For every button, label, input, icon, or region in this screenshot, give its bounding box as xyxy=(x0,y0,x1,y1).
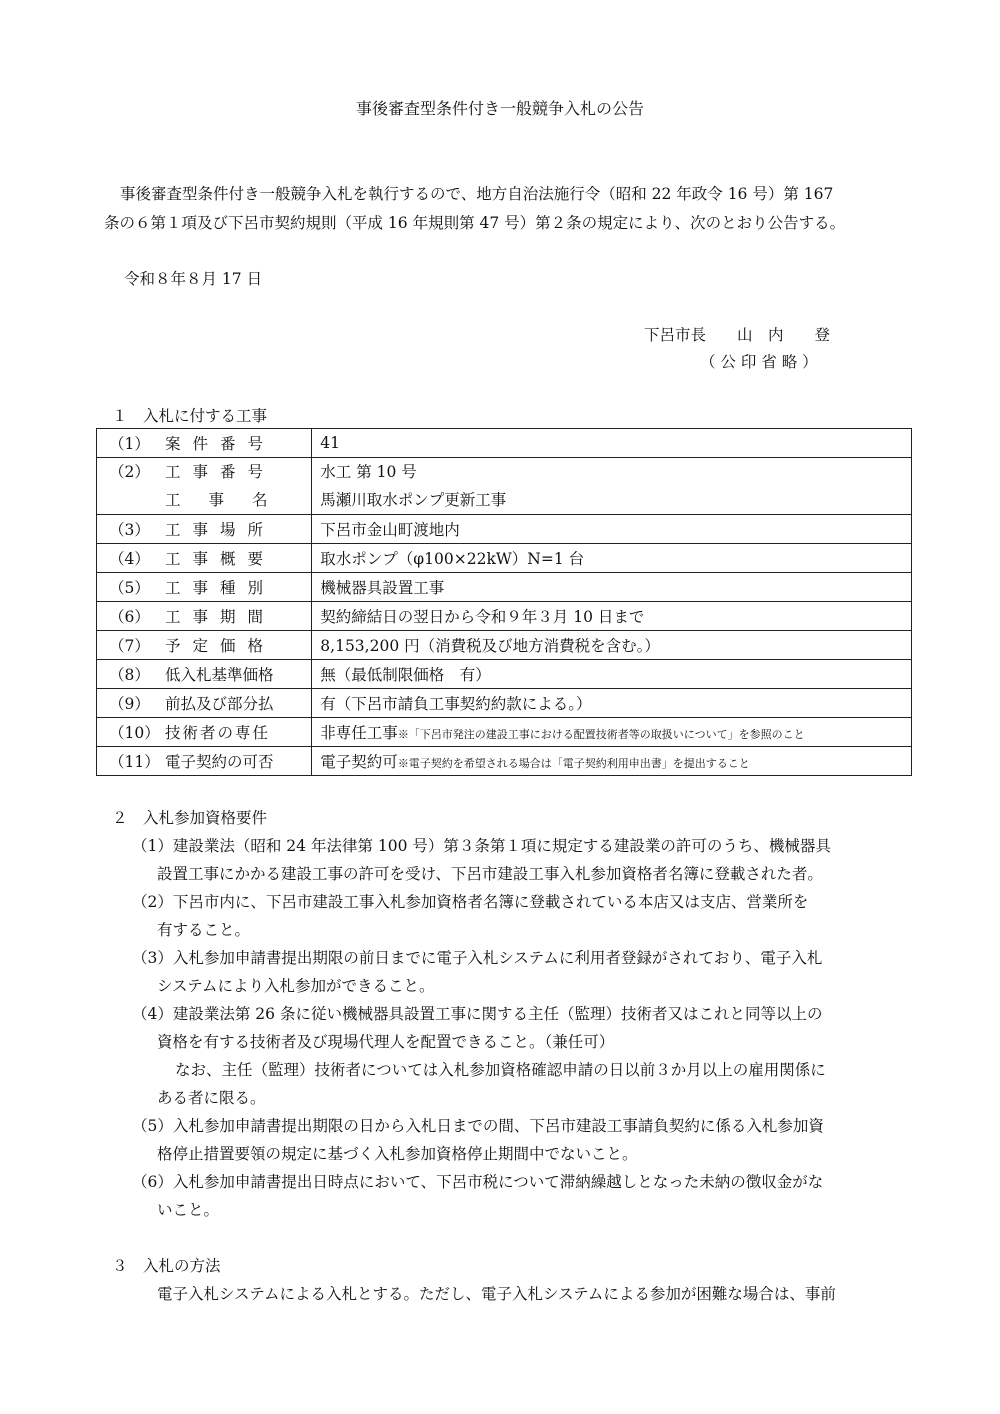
item-continuation: 格停止措置要領の規定に基づく入札参加資格停止期間中でないこと。 xyxy=(157,1145,638,1163)
item-continuation: 設置工事にかかる建設工事の許可を受け、下呂市建設工事入札参加資格者名簿に登載された者。 xyxy=(157,865,823,883)
row-number: （10） xyxy=(109,724,160,742)
row-note: ※「下呂市発注の建設工事における配置技術者等の取扱いについて」を参照のこと xyxy=(397,728,805,741)
seal-omitted: （ 公 印 省 略 ） xyxy=(700,353,818,371)
list-item xyxy=(132,1114,824,1136)
table-row xyxy=(97,602,912,631)
row-value: 41 xyxy=(312,429,912,458)
row-label-secondary: 工事名 xyxy=(165,491,296,509)
row-label: 技術者の専任 xyxy=(165,724,271,742)
item-number: （6） xyxy=(132,1173,173,1191)
item-text: 建設業法第 26 条に従い機械器具設置工事に関する主任（監理）技術者又はこれと同等以上の xyxy=(172,1005,823,1023)
row-number: （5） xyxy=(109,579,150,597)
row-value-secondary: 馬瀬川取水ポンプ更新工事 xyxy=(320,491,507,509)
item-number: （4） xyxy=(132,1005,173,1023)
row-value: 有（下呂市請負工事契約約款による。） xyxy=(312,689,912,718)
row-label: 工事種別 xyxy=(165,579,276,597)
item-text: 入札参加申請書提出期限の前日までに電子入札システムに利用者登録がされており、電子入札 xyxy=(172,949,823,967)
table-row xyxy=(97,660,912,689)
list-item xyxy=(132,1002,822,1024)
row-label: 電子契約の可否 xyxy=(165,753,274,771)
page-title: 事後審査型条件付き一般競争入札の公告 xyxy=(355,99,644,118)
list-item xyxy=(132,1170,823,1192)
row-number: （11） xyxy=(109,753,160,771)
row-value: 契約締結日の翌日から令和９年３月 10 日まで xyxy=(312,602,912,631)
row-value: 電子契約可 xyxy=(320,753,398,771)
item-text: 入札参加申請書提出日時点において、下呂市税について滞納繰越しとなった未納の徴収金がな xyxy=(172,1173,824,1191)
row-label: 低入札基準価格 xyxy=(165,666,274,684)
table-row xyxy=(97,544,912,573)
table-row xyxy=(97,458,912,515)
intro-line-2: 条の６第１項及び下呂市契約規則（平成 16 年規則第 47 号）第２条の規定により、次のとおり公告する。 xyxy=(104,214,846,232)
row-label: 工事番号 xyxy=(165,463,276,481)
row-number: （8） xyxy=(109,666,150,684)
row-label: 案件番号 xyxy=(165,435,276,453)
section-3-heading: ３ 入札の方法 xyxy=(112,1257,221,1275)
item-number: （3） xyxy=(132,949,173,967)
section-1-heading: １ 入札に付する工事 xyxy=(112,407,268,425)
table-row xyxy=(97,429,912,458)
announcement-date: 令和８年８月 17 日 xyxy=(124,270,263,288)
table-row xyxy=(97,718,912,747)
item-number: （1） xyxy=(132,837,173,855)
row-value: 非専任工事 xyxy=(320,724,398,742)
item-continuation: いこと。 xyxy=(157,1201,220,1219)
item-text: 入札参加申請書提出期限の日から入札日までの間、下呂市建設工事請負契約に係る入札参加資 xyxy=(172,1117,824,1135)
row-number: （6） xyxy=(109,608,150,626)
row-value: 水工 第 10 号 xyxy=(320,463,417,481)
row-value: 下呂市金山町渡地内 xyxy=(312,515,912,544)
list-item xyxy=(132,946,822,968)
item-text: 下呂市内に、下呂市建設工事入札参加資格者名簿に登載されている本店又は支店、営業所を xyxy=(172,893,809,911)
row-label: 工事場所 xyxy=(165,521,276,539)
section-2-heading: ２ 入札参加資格要件 xyxy=(112,809,268,827)
item-text: 建設業法（昭和 24 年法律第 100 号）第３条第１項に規定する建設業の許可のうち、機械器具 xyxy=(172,837,831,855)
item-continuation: システムにより入札参加ができること。 xyxy=(157,977,435,995)
row-label: 予定価格 xyxy=(165,637,276,655)
intro-line-1: 事後審査型条件付き一般競争入札を執行するので、地方自治法施行令（昭和 22 年政令 16 号）第 167 xyxy=(120,185,834,203)
item-continuation: ある者に限る。 xyxy=(157,1089,266,1107)
item-number: （2） xyxy=(132,893,173,911)
table-row xyxy=(97,631,912,660)
item-continuation: 資格を有する技術者及び現場代理人を配置できること。（兼任可） xyxy=(157,1033,615,1051)
row-value: 取水ポンプ（φ100×22kW）N=1 台 xyxy=(312,544,912,573)
row-number: （9） xyxy=(109,695,150,713)
row-label: 工事期間 xyxy=(165,608,276,626)
row-number: （7） xyxy=(109,637,150,655)
item-number: （5） xyxy=(132,1117,173,1135)
item-continuation: 有すること。 xyxy=(157,921,251,939)
row-note: ※電子契約を希望される場合は「電子契約利用申出書」を提出すること xyxy=(397,757,750,770)
table-row xyxy=(97,689,912,718)
row-label: 前払及び部分払 xyxy=(165,695,274,713)
section-3-text: 電子入札システムによる入札とする。ただし、電子入札システムによる参加が困難な場合は、事前 xyxy=(157,1285,836,1303)
table-row xyxy=(97,747,912,776)
item-continuation: なお、主任（監理）技術者については入札参加資格確認申請の日以前３か月以上の雇用関係に xyxy=(175,1061,826,1079)
row-number: （4） xyxy=(109,550,150,568)
row-value: 機械器具設置工事 xyxy=(312,573,912,602)
contract-spec-table xyxy=(96,428,912,776)
table-row xyxy=(97,515,912,544)
row-number: （1） xyxy=(109,435,150,453)
list-item xyxy=(132,834,831,856)
row-number: （3） xyxy=(109,521,150,539)
list-item xyxy=(132,890,808,912)
table-row xyxy=(97,573,912,602)
row-value: 8,153,200 円（消費税及び地方消費税を含む。） xyxy=(312,631,912,660)
row-value: 無（最低制限価格 有） xyxy=(312,660,912,689)
row-label: 工事概要 xyxy=(165,550,276,568)
signer-name: 下呂市長 山 内 登 xyxy=(644,326,831,344)
row-number: （2） xyxy=(109,463,150,481)
